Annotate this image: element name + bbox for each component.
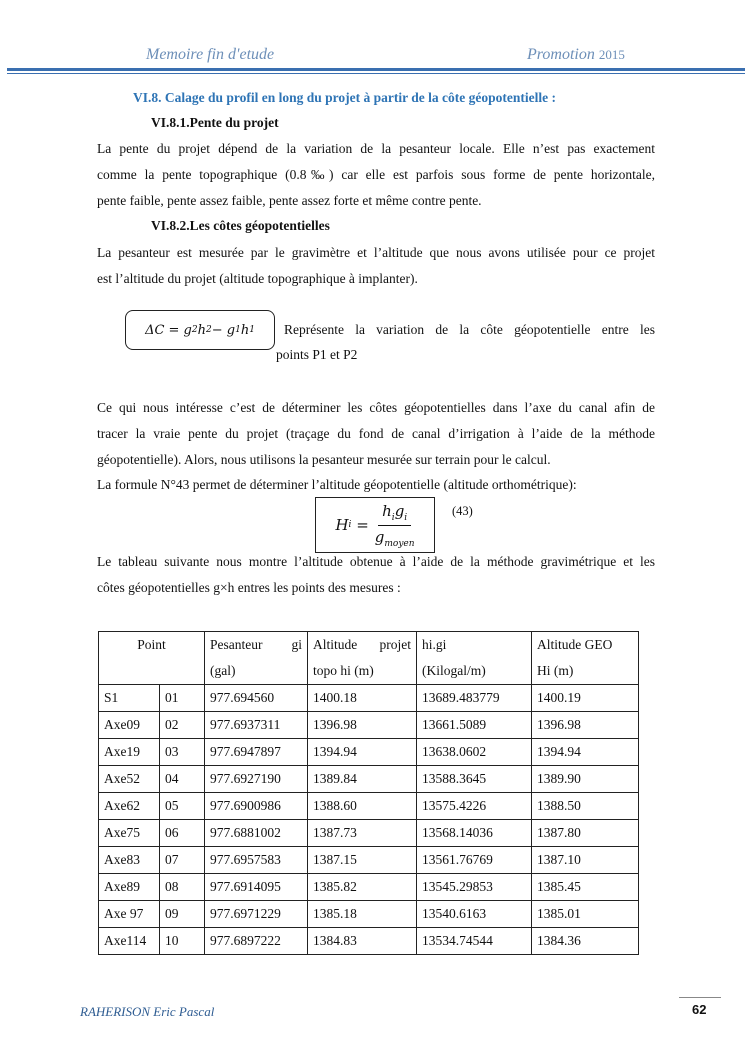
table-cell: 13545.29853 — [417, 874, 532, 901]
table-cell: 04 — [160, 766, 205, 793]
table-cell: 1387.80 — [532, 820, 639, 847]
table-cell: 1388.60 — [308, 793, 417, 820]
header-promotion-word: Promotion — [527, 46, 595, 63]
page-number: 62 — [692, 1002, 707, 1017]
header-title: Memoire fin d'etude — [146, 46, 275, 63]
equation-number: (43) — [452, 504, 473, 518]
subsection-title-cotes: VI.8.2.Les côtes géopotentielles — [151, 218, 330, 233]
header-promotion — [527, 46, 625, 64]
table-cell: 13638.0602 — [417, 739, 532, 766]
footer-rule — [679, 997, 721, 998]
table-cell: 01 — [160, 685, 205, 712]
table-cell: 977.6927190 — [205, 766, 308, 793]
paragraph-line: côtes géopotentielles g×h entres les points des mesures : — [97, 580, 401, 595]
table-cell: Axe 97 — [99, 901, 160, 928]
table-row — [99, 793, 639, 820]
header-altitude-geo: Altitude GEO Hi (m) — [532, 632, 639, 685]
table-cell: 1387.10 — [532, 847, 639, 874]
table-cell: 977.6947897 — [205, 739, 308, 766]
paragraph-line: tracer la vraie pente du projet (traçage du fond de canal d’irrigation à l’aide de la méthode — [97, 426, 655, 441]
paragraph-line: La pesanteur est mesurée par le gravimètre et l’altitude que nous avons utilisée pour ce projet — [97, 245, 655, 260]
equation-description-line2: points P1 et P2 — [276, 347, 358, 362]
footer-author: RAHERISON Eric Pascal — [80, 1004, 215, 1019]
table-cell: 1387.15 — [308, 847, 417, 874]
table-cell: 1396.98 — [532, 712, 639, 739]
gravimetric-table — [98, 631, 639, 955]
paragraph-line: La pente du projet dépend de la variation de la pesanteur locale. Elle n’est pas exactement — [97, 141, 655, 156]
table-cell: 07 — [160, 847, 205, 874]
table-cell: 1388.50 — [532, 793, 639, 820]
table-row — [99, 847, 639, 874]
table-cell: 977.6881002 — [205, 820, 308, 847]
table-cell: 03 — [160, 739, 205, 766]
table-cell: 13568.14036 — [417, 820, 532, 847]
header-pesanteur: Pesanteur gi (gal) — [205, 632, 308, 685]
equation-description: Représente la variation de la côte géopotentielle entre les — [284, 322, 655, 337]
table-row — [99, 928, 639, 955]
header-higi: hi.gi (Kilogal/m) — [417, 632, 532, 685]
header-rule — [7, 68, 745, 71]
table-cell: Axe62 — [99, 793, 160, 820]
table-cell: 1396.98 — [308, 712, 417, 739]
formula-intro: La formule N°43 permet de déterminer l’altitude géopotentielle (altitude orthométrique): — [97, 477, 577, 492]
table-cell: 13575.4226 — [417, 793, 532, 820]
table-cell: 1387.73 — [308, 820, 417, 847]
table-cell: 13534.74544 — [417, 928, 532, 955]
table-cell: 1400.19 — [532, 685, 639, 712]
subsection-title-pente: VI.8.1.Pente du projet — [151, 115, 279, 130]
table-cell: 977.6957583 — [205, 847, 308, 874]
table-cell: S1 — [99, 685, 160, 712]
paragraph-line: pente faible, pente assez faible, pente assez forte et même contre pente. — [97, 193, 482, 208]
table-cell: 06 — [160, 820, 205, 847]
table-cell: 1384.36 — [532, 928, 639, 955]
table-cell: 05 — [160, 793, 205, 820]
table-cell: Axe19 — [99, 739, 160, 766]
table-cell: 977.6897222 — [205, 928, 308, 955]
table-row — [99, 766, 639, 793]
table-row — [99, 739, 639, 766]
table-cell: Axe83 — [99, 847, 160, 874]
table-row — [99, 901, 639, 928]
header-point: Point — [99, 632, 205, 685]
table-row — [99, 712, 639, 739]
table-cell: 977.6900986 — [205, 793, 308, 820]
table-cell: 1385.01 — [532, 901, 639, 928]
paragraph-line: comme la pente topographique (0.8‰) car elle est parfois sous forme de pente horizontale, — [97, 167, 655, 182]
table-cell: 977.694560 — [205, 685, 308, 712]
paragraph-line: géopotentielle). Alors, nous utilisons la pesanteur mesurée sur terrain pour le calcul. — [97, 452, 551, 467]
table-cell: 13540.6163 — [417, 901, 532, 928]
equation-hi: H i = $\frac{h_ig_i}{g_{moyen}}$ — [315, 497, 435, 553]
table-cell: 1384.83 — [308, 928, 417, 955]
table-cell: Axe52 — [99, 766, 160, 793]
table-cell: 1385.18 — [308, 901, 417, 928]
table-cell: 13588.3645 — [417, 766, 532, 793]
header-altitude-projet: Altitude projet topo hi (m) — [308, 632, 417, 685]
table-cell: Axe09 — [99, 712, 160, 739]
paragraph-line: est l’altitude du projet (altitude topographique à implanter). — [97, 271, 418, 286]
paragraph-line: Le tableau suivante nous montre l’altitude obtenue à l’aide de la méthode gravimétrique et les — [97, 554, 655, 569]
table-cell: Axe114 — [99, 928, 160, 955]
table-cell: 977.6914095 — [205, 874, 308, 901]
table-cell: Axe89 — [99, 874, 160, 901]
table-cell: 1385.45 — [532, 874, 639, 901]
paragraph-line: Ce qui nous intéresse c’est de déterminer les côtes géopotentielles dans l’axe du canal afin de — [97, 400, 655, 415]
section-title: VI.8. Calage du profil en long du projet à partir de la côte géopotentielle : — [133, 90, 556, 105]
table-row — [99, 874, 639, 901]
table-cell: 10 — [160, 928, 205, 955]
equation-delta-c: ΔC = g 2 h 2 − g 1 h 1 — [125, 310, 275, 350]
table-row — [99, 685, 639, 712]
table-cell: 1400.18 — [308, 685, 417, 712]
table-cell: 977.6971229 — [205, 901, 308, 928]
table-cell: 13689.483779 — [417, 685, 532, 712]
table-cell: 13661.5089 — [417, 712, 532, 739]
table-header-row — [99, 632, 639, 685]
table-cell: 08 — [160, 874, 205, 901]
table-cell: 13561.76769 — [417, 847, 532, 874]
table-cell: 1389.84 — [308, 766, 417, 793]
header-year: 2015 — [598, 47, 625, 62]
table-cell: 09 — [160, 901, 205, 928]
table-cell: 1389.90 — [532, 766, 639, 793]
table-cell: Axe75 — [99, 820, 160, 847]
table-cell: 1385.82 — [308, 874, 417, 901]
header-rule-thin — [7, 73, 745, 74]
table-cell: 1394.94 — [308, 739, 417, 766]
table-cell: 977.6937311 — [205, 712, 308, 739]
table-cell: 1394.94 — [532, 739, 639, 766]
table-row — [99, 820, 639, 847]
table-cell: 02 — [160, 712, 205, 739]
